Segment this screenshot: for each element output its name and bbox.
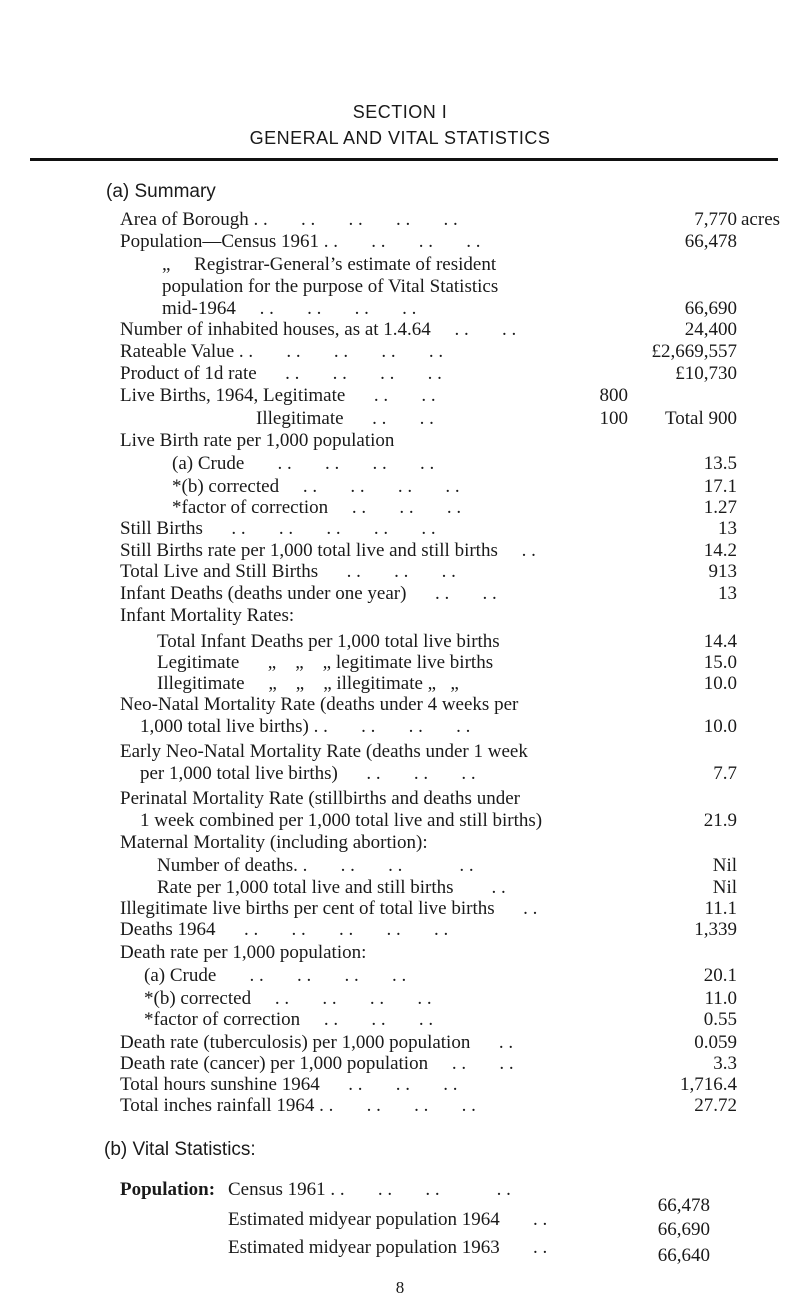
label-sunshine: Total hours sunshine 1964 . . . . . . <box>120 1074 458 1095</box>
label-product: Product of 1d rate . . . . . . . . <box>120 363 442 384</box>
label-death-rate: Death rate per 1,000 population: <box>120 942 367 963</box>
label-perinatal-2: 1 week combined per 1,000 total live and still births) <box>140 810 543 831</box>
label-census: Population—Census 1961 . . . . . . . . <box>120 231 481 252</box>
value-d-factor: 0.55 <box>703 1009 737 1030</box>
label-total-live-still: Total Live and Still Births . . . . . . <box>120 561 456 582</box>
value-crude: 13.5 <box>703 453 737 474</box>
value-imr-illegit: 10.0 <box>703 673 737 694</box>
value-area-unit: acres <box>741 209 781 230</box>
label-neonatal-2: 1,000 total live births) . . . . . . . . <box>140 716 471 737</box>
value-illegit-pct: 11.1 <box>704 898 737 919</box>
label-live-births: Live Births, 1964, Legitimate . . . . <box>120 385 436 406</box>
value-still: 13 <box>718 518 737 539</box>
vital-value-1963: 66,640 <box>657 1245 710 1266</box>
label-cancer: Death rate (cancer) per 1,000 population . . . . <box>120 1053 514 1074</box>
label-factor: *factor of correction . . . . . . <box>172 497 462 518</box>
label-early-neonatal-2: per 1,000 total live births) . . . . . . <box>140 763 476 784</box>
value-factor: 1.27 <box>703 497 737 518</box>
label-infant-deaths: Infant Deaths (deaths under one year) . . . . <box>120 583 497 604</box>
label-mat-rate: Rate per 1,000 total live and still births . . <box>157 877 506 898</box>
label-mat-number: Number of deaths. . . . . . . . <box>157 855 474 876</box>
label-area: Area of Borough . . . . . . . . . . <box>120 209 458 230</box>
value-infant: 13 <box>718 583 737 604</box>
value-census: 66,478 <box>684 231 737 252</box>
page-number: 8 <box>395 1278 405 1297</box>
vital-value-census: 66,478 <box>657 1195 710 1216</box>
value-neonatal: 10.0 <box>703 716 737 737</box>
value-product: £10,730 <box>675 363 737 384</box>
value-births-illegit: 100 <box>599 408 628 429</box>
value-area: 7,770 <box>694 209 737 230</box>
value-tb: 0.059 <box>694 1032 737 1053</box>
value-perinatal: 21.9 <box>703 810 737 831</box>
label-still-rate: Still Births rate per 1,000 total live and still births . . <box>120 540 536 561</box>
summary-heading: (a) Summary <box>106 181 216 202</box>
vital-label-1963: Estimated midyear population 1963 . . <box>228 1237 548 1258</box>
value-imr-total: 14.4 <box>703 631 737 652</box>
label-rateable: Rateable Value . . . . . . . . . . <box>120 341 444 362</box>
vital-label-1964: Estimated midyear population 1964 . . <box>228 1209 548 1230</box>
value-mat-rate: Nil <box>712 877 737 898</box>
label-d-crude: (a) Crude . . . . . . . . <box>144 965 407 986</box>
label-imr-illegit: Illegitimate „ „ „ illegitimate „ „ <box>157 673 459 694</box>
value-sunshine: 1,716.4 <box>680 1074 737 1095</box>
value-mat-number: Nil <box>712 855 737 876</box>
label-still-births: Still Births . . . . . . . . . . <box>120 518 436 539</box>
value-births-total: Total 900 <box>664 408 737 429</box>
label-imr-legit: Legitimate „ „ „ legitimate live births <box>157 652 494 673</box>
label-infant-mortality: Infant Mortality Rates: <box>120 605 295 626</box>
vital-value-1964: 66,690 <box>657 1219 710 1240</box>
value-births-legit: 800 <box>599 385 628 406</box>
label-imr-total: Total Infant Deaths per 1,000 total live births <box>157 631 500 652</box>
value-rainfall: 27.72 <box>694 1095 737 1116</box>
value-d-corrected: 11.0 <box>704 988 737 1009</box>
value-estimate: 66,690 <box>684 298 737 319</box>
population-label: Population: <box>120 1179 216 1200</box>
vital-heading: (b) Vital Statistics: <box>104 1139 256 1160</box>
label-birth-rate: Live Birth rate per 1,000 population <box>120 430 395 451</box>
label-crude: (a) Crude . . . . . . . . <box>172 453 435 474</box>
value-still-rate: 14.2 <box>703 540 737 561</box>
header-rule <box>30 158 778 161</box>
label-corrected: *(b) corrected . . . . . . . . <box>172 476 460 497</box>
label-registrar: „ Registrar-General’s estimate of resident <box>162 254 497 275</box>
value-rateable: £2,669,557 <box>651 341 737 362</box>
value-early-neonatal: 7.7 <box>713 763 737 784</box>
label-illegit-pct: Illegitimate live births per cent of total live births . . <box>120 898 538 919</box>
label-registrar-2: population for the purpose of Vital Statistics <box>162 276 499 297</box>
label-deaths: Deaths 1964 . . . . . . . . . . <box>120 919 449 940</box>
label-d-factor: *factor of correction . . . . . . <box>144 1009 434 1030</box>
value-houses: 24,400 <box>684 319 737 340</box>
label-rainfall: Total inches rainfall 1964 . . . . . . . . <box>120 1095 476 1116</box>
label-d-corrected: *(b) corrected . . . . . . . . <box>144 988 432 1009</box>
label-houses: Number of inhabited houses, as at 1.4.64 . . . . <box>120 319 517 340</box>
label-maternal: Maternal Mortality (including abortion): <box>120 832 428 853</box>
label-illegitimate: Illegitimate . . . . <box>256 408 434 429</box>
value-d-crude: 20.1 <box>703 965 737 986</box>
label-perinatal: Perinatal Mortality Rate (stillbirths and deaths under <box>120 788 520 809</box>
page-title: GENERAL AND VITAL STATISTICS <box>249 128 551 148</box>
vital-label-census: Census 1961 . . . . . . . . <box>228 1179 511 1200</box>
value-cancer: 3.3 <box>713 1053 737 1074</box>
label-neonatal: Neo-Natal Mortality Rate (deaths under 4 weeks per <box>120 694 519 715</box>
value-imr-legit: 15.0 <box>703 652 737 673</box>
label-early-neonatal: Early Neo-Natal Mortality Rate (deaths under 1 week <box>120 741 528 762</box>
value-deaths: 1,339 <box>694 919 737 940</box>
label-mid1964: mid-1964 . . . . . . . . <box>162 298 417 319</box>
section-label: SECTION I <box>352 102 448 122</box>
value-corrected: 17.1 <box>703 476 737 497</box>
label-tb: Death rate (tuberculosis) per 1,000 population . . <box>120 1032 514 1053</box>
value-total-live-still: 913 <box>708 561 737 582</box>
